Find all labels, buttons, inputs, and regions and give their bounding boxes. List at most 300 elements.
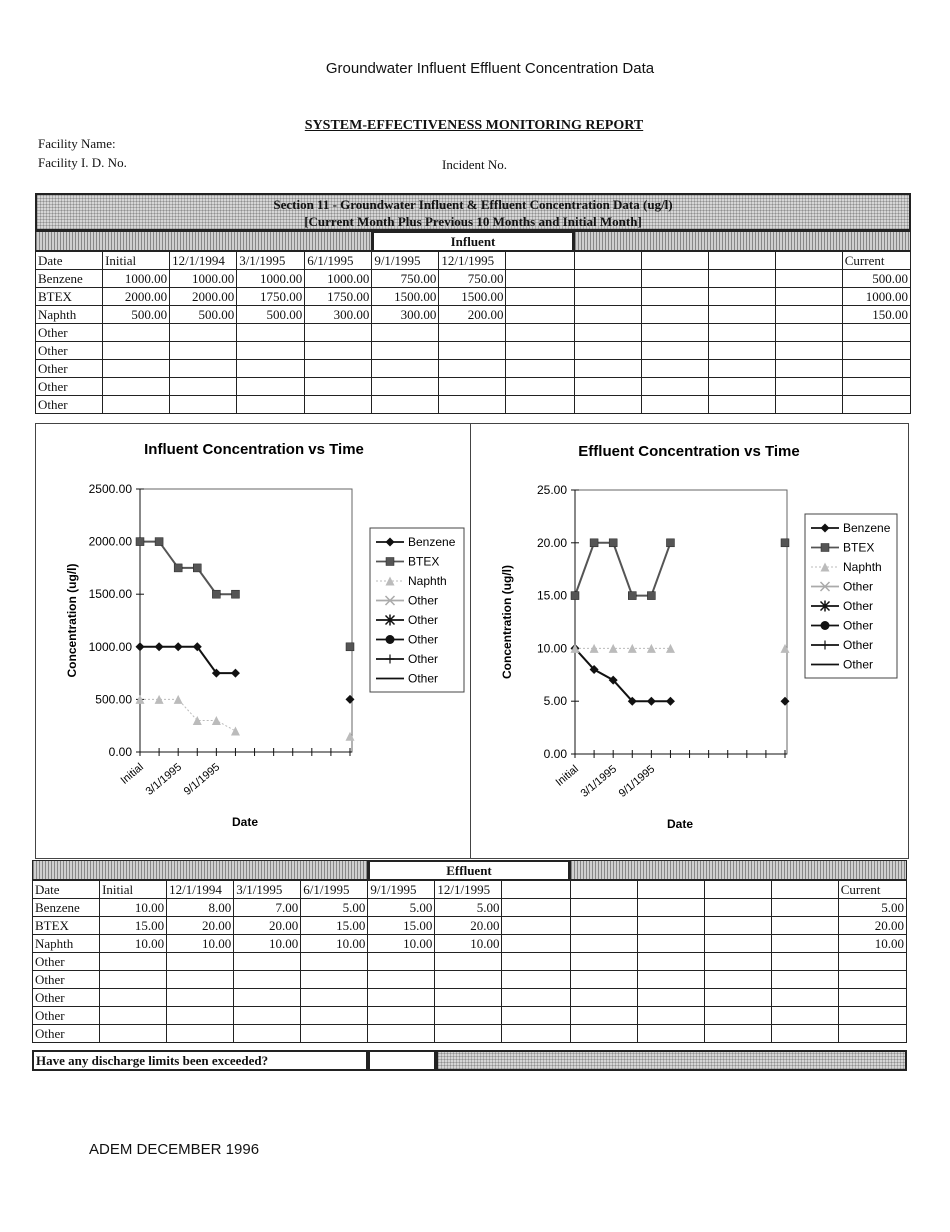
effluent-date-label: Date	[33, 881, 100, 899]
influent-y-tick-label: 1000.00	[88, 639, 132, 654]
effluent-table	[32, 880, 907, 1043]
influent-value-cell[interactable]	[439, 396, 506, 414]
effluent-value-cell[interactable]: 10.00	[100, 899, 167, 917]
influent-analyte-label: Other	[36, 360, 103, 378]
influent-date-cell	[641, 252, 708, 270]
influent-legend	[370, 528, 464, 692]
influent-value-cell[interactable]	[170, 342, 237, 360]
influent-value-cell[interactable]	[574, 306, 641, 324]
effluent-value-cell[interactable]	[301, 1007, 368, 1025]
effluent-value-cell[interactable]	[100, 971, 167, 989]
influent-value-cell[interactable]	[641, 270, 708, 288]
effluent-value-cell[interactable]: 15.00	[301, 917, 368, 935]
effluent-x-tick-label: Initial	[553, 763, 581, 789]
influent-analyte-label: BTEX	[36, 288, 103, 306]
effluent-date-cell	[771, 881, 838, 899]
influent-value-cell[interactable]: 2000.00	[170, 288, 237, 306]
influent-value-cell[interactable]: 300.00	[305, 306, 372, 324]
influent-table	[35, 251, 911, 414]
effluent-value-cell[interactable]	[704, 935, 771, 953]
influent-data-row	[36, 396, 911, 414]
effluent-value-cell[interactable]	[771, 1007, 838, 1025]
effluent-value-cell[interactable]	[502, 989, 570, 1007]
effluent-legend-label: Other	[843, 638, 874, 652]
influent-value-cell[interactable]	[372, 342, 439, 360]
influent-data-row	[36, 378, 911, 396]
influent-y-tick-label: 0.00	[108, 745, 132, 759]
influent-value-cell[interactable]	[305, 396, 372, 414]
effluent-value-cell[interactable]	[570, 1007, 637, 1025]
effluent-legend-marker	[821, 621, 830, 630]
influent-value-cell[interactable]: 1500.00	[439, 288, 506, 306]
effluent-value-cell[interactable]	[637, 899, 704, 917]
effluent-y-tick-label: 20.00	[536, 535, 567, 550]
influent-value-cell[interactable]	[842, 396, 910, 414]
influent-value-cell[interactable]: 2000.00	[103, 288, 170, 306]
effluent-value-cell[interactable]: 15.00	[368, 917, 435, 935]
influent-value-cell[interactable]	[574, 360, 641, 378]
influent-value-cell[interactable]	[842, 378, 910, 396]
influent-analyte-label: Other	[36, 324, 103, 342]
influent-series-naphth	[136, 695, 355, 741]
influent-value-cell[interactable]	[574, 270, 641, 288]
effluent-value-cell[interactable]	[100, 1007, 167, 1025]
effluent-value-cell[interactable]	[838, 1025, 906, 1043]
influent-band-left	[35, 231, 372, 251]
effluent-value-cell[interactable]	[570, 971, 637, 989]
influent-value-cell[interactable]	[708, 360, 775, 378]
influent-header-row	[36, 252, 911, 270]
effluent-value-cell[interactable]	[368, 1007, 435, 1025]
influent-data-point	[174, 695, 183, 704]
effluent-value-cell[interactable]	[637, 917, 704, 935]
influent-value-cell[interactable]: 200.00	[439, 306, 506, 324]
effluent-data-point	[647, 592, 655, 600]
effluent-value-cell[interactable]: 20.00	[167, 917, 234, 935]
effluent-value-cell[interactable]	[368, 989, 435, 1007]
effluent-value-cell[interactable]	[301, 1025, 368, 1043]
effluent-value-cell[interactable]	[368, 1025, 435, 1043]
influent-value-cell[interactable]	[305, 378, 372, 396]
influent-data-point	[231, 669, 240, 678]
influent-value-cell[interactable]	[775, 360, 842, 378]
section-title-line1: Section 11 - Groundwater Influent & Effluent Concentration Data (ug/l)	[273, 197, 673, 212]
effluent-value-cell[interactable]: 20.00	[435, 917, 502, 935]
effluent-value-cell[interactable]: 10.00	[838, 935, 906, 953]
effluent-value-cell[interactable]	[704, 971, 771, 989]
influent-legend-label: Other	[408, 671, 439, 686]
influent-legend-label: Other	[408, 632, 439, 647]
effluent-value-cell[interactable]	[100, 953, 167, 971]
effluent-value-cell[interactable]	[435, 953, 502, 971]
influent-value-cell[interactable]	[775, 306, 842, 324]
effluent-value-cell[interactable]	[771, 1025, 838, 1043]
effluent-value-cell[interactable]	[435, 1025, 502, 1043]
influent-value-cell[interactable]	[574, 378, 641, 396]
effluent-series-benzene	[571, 644, 790, 706]
effluent-value-cell[interactable]: 8.00	[167, 899, 234, 917]
influent-value-cell[interactable]	[775, 324, 842, 342]
influent-value-cell[interactable]	[708, 342, 775, 360]
influent-value-cell[interactable]	[506, 360, 574, 378]
influent-value-cell[interactable]	[842, 360, 910, 378]
effluent-value-cell[interactable]	[704, 1007, 771, 1025]
influent-date-cell	[574, 252, 641, 270]
influent-data-row	[36, 360, 911, 378]
effluent-value-cell[interactable]: 5.00	[368, 899, 435, 917]
influent-value-cell[interactable]	[103, 396, 170, 414]
influent-value-cell[interactable]	[708, 324, 775, 342]
effluent-value-cell[interactable]: 10.00	[368, 935, 435, 953]
influent-value-cell[interactable]: 1000.00	[305, 270, 372, 288]
influent-value-cell[interactable]	[305, 342, 372, 360]
effluent-date-cell: Initial	[100, 881, 167, 899]
effluent-value-cell[interactable]	[838, 953, 906, 971]
effluent-value-cell[interactable]	[637, 971, 704, 989]
effluent-data-row	[33, 899, 907, 917]
effluent-y-tick-label: 5.00	[543, 694, 567, 709]
influent-legend-label: Naphth	[408, 574, 447, 588]
influent-value-cell[interactable]	[103, 324, 170, 342]
effluent-legend-label: Other	[843, 579, 874, 594]
influent-data-row	[36, 342, 911, 360]
discharge-answer-box[interactable]	[368, 1050, 436, 1071]
effluent-value-cell[interactable]	[502, 899, 570, 917]
effluent-value-cell[interactable]	[838, 1007, 906, 1025]
influent-legend-label: Other	[408, 652, 439, 666]
influent-date-cell: 12/1/1994	[170, 252, 237, 270]
effluent-band-left	[32, 860, 368, 880]
effluent-analyte-label: BTEX	[33, 917, 100, 935]
influent-value-cell[interactable]	[506, 378, 574, 396]
influent-date-label: Date	[36, 252, 103, 270]
effluent-value-cell[interactable]: 20.00	[838, 917, 906, 935]
effluent-value-cell[interactable]	[368, 953, 435, 971]
influent-value-cell[interactable]	[775, 378, 842, 396]
influent-value-cell[interactable]: 1750.00	[305, 288, 372, 306]
influent-value-cell[interactable]	[574, 342, 641, 360]
influent-value-cell[interactable]	[103, 342, 170, 360]
effluent-value-cell[interactable]	[234, 971, 301, 989]
effluent-value-cell[interactable]	[301, 953, 368, 971]
effluent-value-cell[interactable]: 10.00	[234, 935, 301, 953]
influent-value-cell[interactable]	[506, 270, 574, 288]
influent-value-cell[interactable]	[641, 324, 708, 342]
effluent-chart-title: Effluent Concentration vs Time	[578, 443, 800, 460]
influent-value-cell[interactable]	[372, 396, 439, 414]
influent-value-cell[interactable]	[775, 342, 842, 360]
effluent-value-cell[interactable]	[637, 1025, 704, 1043]
influent-value-cell[interactable]	[708, 378, 775, 396]
effluent-value-cell[interactable]: 5.00	[435, 899, 502, 917]
influent-data-row	[36, 270, 911, 288]
effluent-date-cell: 6/1/1995	[301, 881, 368, 899]
influent-data-point	[346, 695, 355, 704]
effluent-value-cell[interactable]	[704, 989, 771, 1007]
influent-value-cell[interactable]	[506, 342, 574, 360]
influent-value-cell[interactable]	[170, 378, 237, 396]
influent-value-cell[interactable]	[170, 360, 237, 378]
effluent-value-cell[interactable]	[167, 989, 234, 1007]
effluent-x-tick-label: 9/1/1995	[616, 763, 658, 800]
effluent-chart	[471, 424, 908, 858]
effluent-value-cell[interactable]: 10.00	[435, 935, 502, 953]
effluent-data-point	[609, 539, 617, 547]
effluent-value-cell[interactable]	[435, 989, 502, 1007]
effluent-value-cell[interactable]	[704, 899, 771, 917]
influent-value-cell[interactable]	[708, 306, 775, 324]
influent-date-cell	[775, 252, 842, 270]
influent-value-cell[interactable]	[708, 396, 775, 414]
effluent-value-cell[interactable]	[637, 953, 704, 971]
influent-value-cell[interactable]: 500.00	[170, 306, 237, 324]
influent-value-cell[interactable]	[506, 288, 574, 306]
incident-label: Incident No.	[442, 157, 507, 172]
effluent-value-cell[interactable]	[570, 899, 637, 917]
influent-value-cell[interactable]	[439, 324, 506, 342]
effluent-value-cell[interactable]	[167, 971, 234, 989]
effluent-data-row	[33, 935, 907, 953]
effluent-date-cell: 12/1/1994	[167, 881, 234, 899]
influent-value-cell[interactable]: 750.00	[439, 270, 506, 288]
effluent-y-axis-title: Concentration (ug/l)	[500, 565, 514, 679]
influent-value-cell[interactable]: 500.00	[842, 270, 910, 288]
influent-value-cell[interactable]	[506, 324, 574, 342]
effluent-y-tick-label: 25.00	[536, 483, 567, 497]
influent-y-tick-label: 1500.00	[88, 587, 132, 602]
effluent-date-cell	[570, 881, 637, 899]
effluent-value-cell[interactable]	[167, 953, 234, 971]
effluent-legend-label: Benzene	[843, 521, 891, 535]
effluent-value-cell[interactable]	[704, 1025, 771, 1043]
effluent-y-tick-label: 0.00	[543, 747, 567, 761]
effluent-value-cell[interactable]: 15.00	[100, 917, 167, 935]
influent-value-cell[interactable]	[574, 396, 641, 414]
facility-name-label: Facility Name:	[38, 136, 116, 151]
page-title: Groundwater Influent Effluent Concentration Data	[325, 60, 655, 77]
effluent-value-cell[interactable]	[771, 899, 838, 917]
effluent-legend-label: Other	[843, 618, 874, 633]
effluent-value-cell[interactable]	[637, 989, 704, 1007]
influent-value-cell[interactable]: 500.00	[237, 306, 305, 324]
influent-series-line	[140, 542, 235, 595]
effluent-value-cell[interactable]	[838, 971, 906, 989]
influent-value-cell[interactable]	[641, 288, 708, 306]
effluent-value-cell[interactable]	[502, 935, 570, 953]
discharge-shaded-area	[436, 1050, 907, 1071]
influent-value-cell[interactable]: 1000.00	[237, 270, 305, 288]
effluent-value-cell[interactable]	[301, 971, 368, 989]
effluent-value-cell[interactable]	[637, 1007, 704, 1025]
influent-value-cell[interactable]	[574, 324, 641, 342]
influent-data-row	[36, 324, 911, 342]
influent-value-cell[interactable]	[842, 324, 910, 342]
effluent-value-cell[interactable]	[838, 989, 906, 1007]
effluent-value-cell[interactable]	[167, 1025, 234, 1043]
effluent-value-cell[interactable]	[570, 1025, 637, 1043]
influent-value-cell[interactable]	[506, 306, 574, 324]
effluent-value-cell[interactable]	[570, 935, 637, 953]
influent-value-cell[interactable]	[372, 360, 439, 378]
effluent-value-cell[interactable]: 7.00	[234, 899, 301, 917]
effluent-analyte-label: Benzene	[33, 899, 100, 917]
influent-analyte-label: Benzene	[36, 270, 103, 288]
influent-date-cell: 3/1/1995	[237, 252, 305, 270]
influent-value-cell[interactable]	[170, 396, 237, 414]
effluent-value-cell[interactable]	[234, 989, 301, 1007]
effluent-plot-area	[575, 490, 787, 754]
influent-value-cell[interactable]: 750.00	[372, 270, 439, 288]
effluent-value-cell[interactable]	[502, 1007, 570, 1025]
influent-value-cell[interactable]	[170, 324, 237, 342]
influent-value-cell[interactable]	[305, 324, 372, 342]
influent-value-cell[interactable]: 1500.00	[372, 288, 439, 306]
influent-value-cell[interactable]	[708, 288, 775, 306]
effluent-value-cell[interactable]	[234, 1025, 301, 1043]
influent-date-cell: 12/1/1995	[439, 252, 506, 270]
influent-value-cell[interactable]	[237, 396, 305, 414]
effluent-value-cell[interactable]: 10.00	[167, 935, 234, 953]
effluent-value-cell[interactable]	[704, 953, 771, 971]
influent-value-cell[interactable]	[574, 288, 641, 306]
influent-x-tick-label: 9/1/1995	[181, 761, 223, 798]
influent-chart-title: Influent Concentration vs Time	[144, 441, 364, 458]
effluent-value-cell[interactable]: 5.00	[838, 899, 906, 917]
effluent-value-cell[interactable]	[570, 917, 637, 935]
influent-legend-label: Other	[408, 613, 439, 627]
effluent-value-cell[interactable]: 10.00	[301, 935, 368, 953]
effluent-date-cell: 12/1/1995	[435, 881, 502, 899]
effluent-value-cell[interactable]	[435, 971, 502, 989]
influent-series-line	[140, 699, 235, 731]
influent-value-cell[interactable]	[641, 306, 708, 324]
effluent-value-cell[interactable]	[771, 917, 838, 935]
influent-value-cell[interactable]: 500.00	[103, 306, 170, 324]
effluent-value-cell[interactable]	[234, 953, 301, 971]
influent-legend-marker	[386, 635, 395, 644]
influent-value-cell[interactable]	[641, 378, 708, 396]
influent-plot-area	[140, 489, 352, 752]
effluent-value-cell[interactable]	[502, 1025, 570, 1043]
influent-analyte-label: Other	[36, 378, 103, 396]
effluent-data-point	[781, 697, 790, 706]
effluent-data-point	[590, 539, 598, 547]
influent-value-cell[interactable]	[708, 270, 775, 288]
influent-legend-box	[370, 528, 464, 692]
section-title-line2: [Current Month Plus Previous 10 Months and Initial Month]	[304, 214, 642, 229]
influent-value-cell[interactable]: 150.00	[842, 306, 910, 324]
influent-legend-label: Other	[408, 593, 439, 608]
effluent-date-cell	[502, 881, 570, 899]
effluent-value-cell[interactable]	[100, 989, 167, 1007]
effluent-data-point	[571, 592, 579, 600]
effluent-x-tick-label: 3/1/1995	[578, 763, 620, 800]
influent-value-cell[interactable]	[372, 324, 439, 342]
influent-value-cell[interactable]	[506, 396, 574, 414]
influent-value-cell[interactable]	[103, 360, 170, 378]
effluent-legend-label: Other	[843, 599, 874, 613]
effluent-value-cell[interactable]	[570, 989, 637, 1007]
effluent-value-cell[interactable]	[771, 935, 838, 953]
effluent-value-cell[interactable]	[234, 1007, 301, 1025]
influent-date-cell: 6/1/1995	[305, 252, 372, 270]
effluent-legend-label: Other	[843, 657, 874, 672]
effluent-band-right	[570, 860, 907, 880]
influent-value-cell[interactable]	[641, 396, 708, 414]
influent-legend-label: Benzene	[408, 535, 456, 549]
influent-data-point	[212, 590, 220, 598]
effluent-value-cell[interactable]	[704, 917, 771, 935]
influent-value-cell[interactable]	[842, 342, 910, 360]
effluent-value-cell[interactable]	[502, 971, 570, 989]
influent-value-cell[interactable]: 1750.00	[237, 288, 305, 306]
effluent-value-cell[interactable]: 20.00	[234, 917, 301, 935]
influent-value-cell[interactable]	[103, 378, 170, 396]
effluent-value-cell[interactable]	[637, 935, 704, 953]
influent-value-cell[interactable]	[775, 288, 842, 306]
influent-value-cell[interactable]	[439, 378, 506, 396]
influent-value-cell[interactable]	[775, 396, 842, 414]
influent-y-tick-label: 2000.00	[88, 534, 132, 549]
effluent-data-point	[590, 644, 599, 653]
influent-date-cell: Initial	[103, 252, 170, 270]
effluent-date-cell: 9/1/1995	[368, 881, 435, 899]
effluent-value-cell[interactable]	[368, 971, 435, 989]
influent-value-cell[interactable]	[237, 360, 305, 378]
effluent-value-cell[interactable]	[167, 1007, 234, 1025]
influent-value-cell[interactable]	[439, 342, 506, 360]
effluent-legend-label: BTEX	[843, 540, 875, 555]
effluent-value-cell[interactable]	[502, 917, 570, 935]
effluent-value-cell[interactable]	[100, 1025, 167, 1043]
effluent-y-tick-label: 15.00	[536, 588, 567, 603]
influent-value-cell[interactable]	[641, 360, 708, 378]
influent-data-point	[193, 564, 201, 572]
effluent-value-cell[interactable]: 5.00	[301, 899, 368, 917]
effluent-value-cell[interactable]	[771, 971, 838, 989]
effluent-value-cell[interactable]	[301, 989, 368, 1007]
effluent-series-line	[575, 543, 670, 596]
effluent-value-cell[interactable]	[435, 1007, 502, 1025]
influent-data-point	[155, 642, 164, 651]
influent-value-cell[interactable]: 1000.00	[103, 270, 170, 288]
influent-value-cell[interactable]	[305, 360, 372, 378]
influent-value-cell[interactable]	[641, 342, 708, 360]
effluent-value-cell[interactable]	[570, 953, 637, 971]
influent-value-cell[interactable]	[237, 324, 305, 342]
influent-value-cell[interactable]	[237, 342, 305, 360]
influent-legend-marker	[386, 558, 394, 566]
influent-value-cell[interactable]: 300.00	[372, 306, 439, 324]
effluent-value-cell[interactable]	[771, 953, 838, 971]
effluent-value-cell[interactable]: 10.00	[100, 935, 167, 953]
discharge-question: Have any discharge limits been exceeded?	[32, 1050, 368, 1071]
influent-band-right	[574, 231, 911, 251]
influent-value-cell[interactable]	[439, 360, 506, 378]
influent-value-cell[interactable]	[775, 270, 842, 288]
influent-data-point	[346, 732, 355, 741]
effluent-value-cell[interactable]	[771, 989, 838, 1007]
effluent-data-row	[33, 1025, 907, 1043]
effluent-value-cell[interactable]	[502, 953, 570, 971]
effluent-legend-marker	[821, 544, 829, 552]
effluent-series-line	[575, 648, 670, 701]
influent-series-benzene	[136, 642, 355, 704]
influent-value-cell[interactable]	[372, 378, 439, 396]
influent-value-cell[interactable]: 1000.00	[170, 270, 237, 288]
influent-value-cell[interactable]	[237, 378, 305, 396]
influent-value-cell[interactable]: 1000.00	[842, 288, 910, 306]
